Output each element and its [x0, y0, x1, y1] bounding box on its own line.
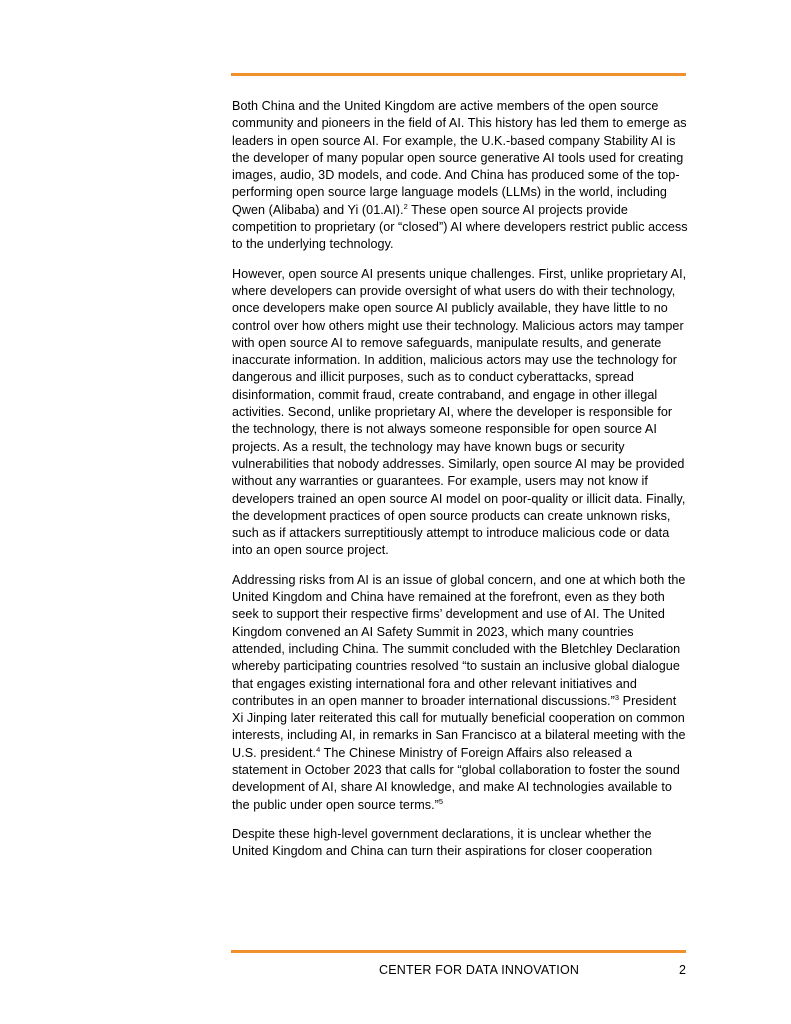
- footnote-ref-3[interactable]: 3: [614, 692, 620, 702]
- header-rule: [231, 73, 686, 76]
- paragraph-1-text: Both China and the United Kingdom are active members of the open source community and pioneers in the field of AI. This history has led them to emerge as leaders in open source AI. For example, the U.K.-based company Stability AI is the developer of many popular open source generative AI tools used for creating images, audio, 3D models, and code. And China has produced some of the top-performing open source large language models (LLMs) in the world, including Qwen (Alibaba) and Yi (01.AI).: [232, 99, 687, 217]
- paragraph-3-text-cont: President Xi Jinping later reiterated this call for mutually beneficial cooperation on common interests, including AI, in remarks in San Francisco at a bilateral meeting with the U.S. president.: [232, 693, 686, 760]
- footer-rule: [231, 950, 686, 953]
- paragraph-1: [232, 98, 688, 254]
- footer-organization: CENTER FOR DATA INNOVATION: [379, 963, 580, 977]
- page-footer: [231, 962, 686, 978]
- paragraph-3: [232, 572, 688, 814]
- paragraph-3-text-end: The Chinese Ministry of Foreign Affairs also released a statement in October 2023 that calls for “global collaboration to foster the sound development of AI, share AI knowledge, and make AI technologies available to the public under open source terms.”: [232, 745, 680, 812]
- footnote-ref-4[interactable]: 4: [316, 744, 321, 754]
- paragraph-4: Despite these high-level government declarations, it is unclear whether the United Kingdom and China can turn their aspirations for closer cooperation: [232, 826, 653, 859]
- footnote-ref-2[interactable]: 2: [403, 201, 408, 211]
- paragraph-1-text-cont: These open source AI projects provide competition to proprietary (or “closed”) AI where developers restrict public access to the underlying technology.: [232, 202, 688, 252]
- paragraph-2: However, open source AI presents unique challenges. First, unlike proprietary AI, where developers can provide oversight of what users do with their technology, once developers make open source AI publicly available, they have little to no control over how others might use their technology. Malicious actors may tamper with open source AI to remove safeguards, manipulate results, and generate inaccurate information. In addition, malicious actors may use the technology for dangerous and illicit purposes, such as to conduct cyberattacks, spread disinformation, commit fraud, create contraband, and engage in other illegal activities. Second, unlike proprietary AI, where the developer is responsible for the technology, there is not always someone responsible for open source AI projects. As a result, the technology may have known bugs or security vulnerabilities that nobody addresses. Similarly, open source AI may be provided without any warranties or guarantees. For example, users may not know if developers trained an open source AI model on poor-quality or illicit data. Finally, the development practices of open source products can create unknown risks, such as if attackers surreptitiously attempt to introduce malicious code or data into an open source project.: [232, 266, 687, 558]
- footnote-ref-5[interactable]: 5: [438, 796, 444, 806]
- body-text: [232, 98, 688, 860]
- page-number: 2: [679, 963, 686, 977]
- paragraph-3-text: Addressing risks from AI is an issue of global concern, and one at which both the United Kingdom and China have remained at the forefront, even as they both seek to support their respective firms’ development and use of AI. The United Kingdom convened an AI Safety Summit in 2023, which many countries attended, including China. The summit concluded with the Bletchley Declaration whereby participating countries resolved “to sustain an inclusive global dialogue that engages existing international fora and other relevant initiatives and contributes in an open manner to broader international discussions.”: [232, 572, 686, 708]
